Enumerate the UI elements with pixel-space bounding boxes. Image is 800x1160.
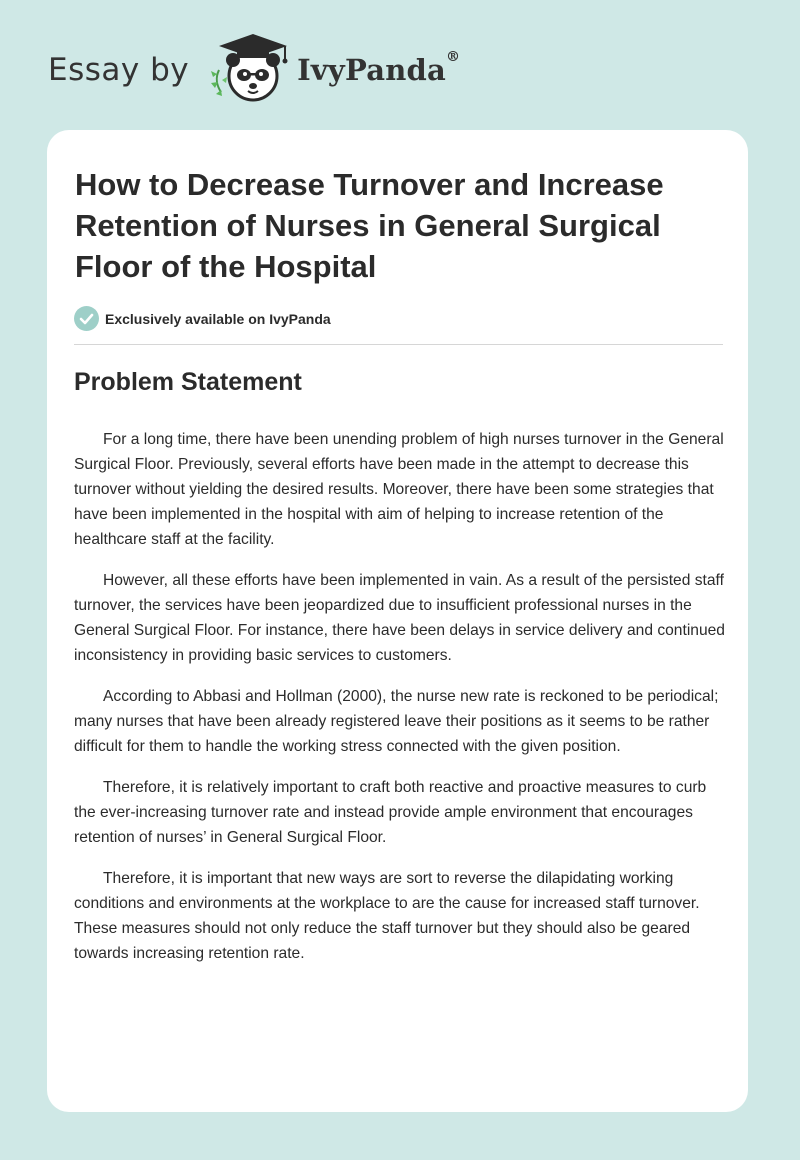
essay-title: How to Decrease Turnover and Increase Retention of Nurses in General Surgical Floor of the Hospital bbox=[75, 167, 664, 284]
check-circle-icon bbox=[74, 306, 99, 331]
paragraph: Therefore, it is important that new ways are sort to reverse the dilapidating working conditions and environments at the workplace to are the cause for increased staff turnover. These measures should not only reduce the staff turnover but they should also be geared towards increasing retention rate. bbox=[74, 870, 700, 962]
site-header bbox=[48, 30, 460, 110]
essay-body bbox=[74, 427, 726, 982]
paragraph: For a long time, there have been unending problem of high nurses turnover in the General Surgical Floor. Previously, several efforts have been made in the attempt to decrease this turnover without yielding the desired results. Moreover, there have been some strategies that have been implemented in the hospital with aim of helping to increase retention of the healthcare staff at the facility. bbox=[74, 431, 724, 548]
essay-card bbox=[47, 130, 748, 1112]
paragraph: Therefore, it is relatively important to craft both reactive and proactive measures to curb the ever-increasing turnover rate and instead provide ample environment that encourages retention of nurses’ in General Surgical Floor. bbox=[74, 779, 707, 846]
section-heading: Problem Statement bbox=[74, 368, 302, 396]
registered-mark: ® bbox=[445, 49, 461, 65]
panda-logo-icon[interactable] bbox=[205, 30, 295, 110]
exclusive-label: Exclusively available on IvyPanda bbox=[105, 310, 331, 327]
paragraph: However, all these efforts have been implemented in vain. As a result of the persisted staff turnover, the services have been jeopardized due to insufficient professional nurses in the General Surgical Floor. For instance, there have been delays in service delivery and continued inconsistency in providing basic services to customers. bbox=[74, 572, 725, 664]
paragraph: According to Abbasi and Hollman (2000), the nurse new rate is reckoned to be periodical; many nurses that have been already registered leave their positions as it seems to be rather difficult for them to handle the working stress connected with the given position. bbox=[74, 688, 719, 755]
brand-wordmark[interactable] bbox=[297, 49, 461, 87]
essay-by-label: Essay by bbox=[48, 52, 190, 88]
divider bbox=[74, 344, 723, 345]
brand-name: IvyPanda bbox=[297, 53, 446, 87]
ivy-leaf-icon bbox=[211, 70, 227, 96]
exclusive-badge bbox=[74, 306, 331, 331]
